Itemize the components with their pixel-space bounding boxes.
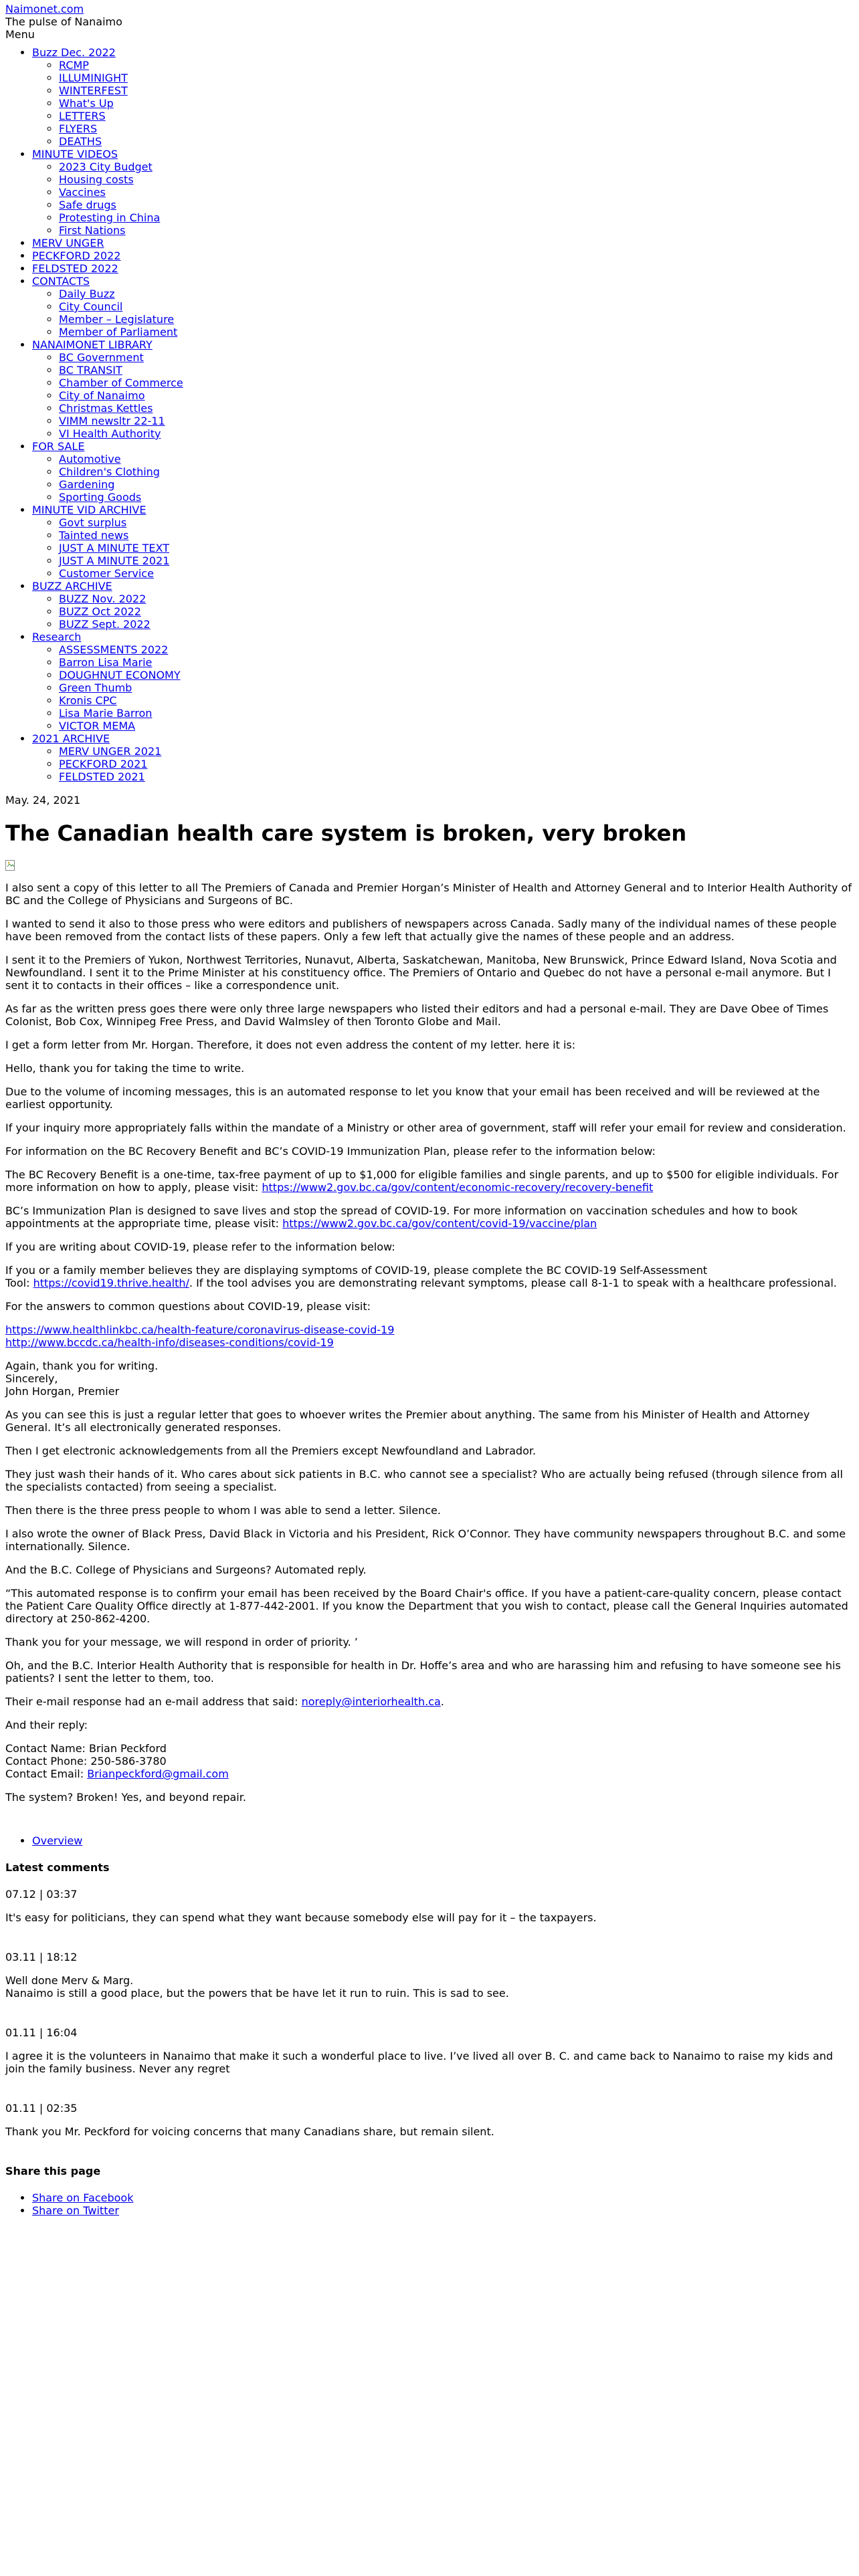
nav-submenu [32, 453, 854, 504]
paragraph: I also wrote the owner of Black Press, David Black in Victoria and his President, Rick O’Connor. They have community newspapers throughout B.C. and some internationally. Silence. [5, 1527, 846, 1553]
nav-subitem [59, 59, 854, 72]
nav-link-nanaimonet-library[interactable]: NANAIMONET LIBRARY [32, 338, 153, 351]
nav-subitem [59, 427, 854, 440]
paragraph: Oh, and the B.C. Interior Health Authority that is responsible for health in Dr. Hoffe’s area and who are harassing him and refusing to have someone see his patients? I sent the letter to them, too. [5, 1659, 841, 1685]
contact-block [5, 1742, 854, 1780]
nav-item-buzz-dec-2022 [32, 46, 854, 148]
nav-sublink-children-s-clothing[interactable]: Children's Clothing [59, 465, 160, 478]
nav-sublink-rcmp[interactable]: RCMP [59, 59, 89, 72]
nav-subitem [59, 554, 854, 567]
comment-line: I agree it is the volunteers in Nanaimo that make it such a wonderful place to live. I’ve lived all over B. C. and came back to Nanaimo to raise my kids and join the family business. Never any regret [5, 2050, 834, 2075]
noreply-email-link[interactable]: noreply@interiorhealth.ca [301, 1695, 441, 1708]
nav-submenu [32, 351, 854, 440]
article-body [5, 881, 854, 1804]
paragraph: They just wash their hands of it. Who cares about sick patients in B.C. who cannot see a specialist? Who are actually being refused (through silence from all the specialists contacted) from seeing a specialist. [5, 1468, 843, 1493]
nav-sublink-deaths[interactable]: DEATHS [59, 135, 102, 148]
nav-subitem [59, 84, 854, 97]
nav-link-contacts[interactable]: CONTACTS [32, 275, 90, 288]
bccdc-link[interactable]: http://www.bccdc.ca/health-info/diseases-conditions/covid-19 [5, 1336, 334, 1349]
nav-subitem [59, 745, 854, 758]
nav-sublink-protesting-in-china[interactable]: Protesting in China [59, 211, 161, 224]
nav-link-research[interactable]: Research [32, 631, 82, 643]
comment-body [5, 2125, 854, 2138]
nav-subitem [59, 491, 854, 504]
nav-sublink-christmas-kettles[interactable]: Christmas Kettles [59, 402, 153, 415]
nav-sublink-green-thumb[interactable]: Green Thumb [59, 681, 132, 694]
comments-section [5, 1861, 854, 2138]
nav-sublink-merv-unger-2021[interactable]: MERV UNGER 2021 [59, 745, 162, 758]
paragraph: And the B.C. College of Physicians and Surgeons? Automated reply. [5, 1564, 367, 1576]
nav-submenu [32, 59, 854, 148]
article-date: May. 24, 2021 [5, 794, 81, 807]
nav-sublink-vimm-newsltr-22-11[interactable]: VIMM newsltr 22-11 [59, 415, 165, 427]
nav-item-buzz-archive [32, 580, 854, 631]
paragraph: Due to the volume of incoming messages, this is an automated response to let you know that your email has been received and will be reviewed at the earliest opportunity. [5, 1085, 820, 1111]
paragraph-text: Tool: [5, 1277, 33, 1289]
comment-line: Nanaimo is still a good place, but the powers that be have let it run to ruin. This is sad to see. [5, 1987, 509, 2000]
nav-sublink-2023-city-budget[interactable]: 2023 City Budget [59, 160, 153, 173]
comment-line: Thank you Mr. Peckford for voicing concerns that many Canadians share, but remain silent. [5, 2125, 494, 2138]
nav-sublink-lisa-marie-barron[interactable]: Lisa Marie Barron [59, 707, 153, 720]
nav-link-buzz-archive[interactable]: BUZZ ARCHIVE [32, 580, 112, 593]
nav-subitem [59, 605, 854, 618]
contact-line: Contact Phone: 250-586-3780 [5, 1755, 167, 1767]
comment-time: 01.11 | 16:04 [5, 2026, 78, 2039]
paragraph: Then there is the three press people to whom I was able to send a letter. Silence. [5, 1504, 441, 1517]
nav-subitem [59, 211, 854, 224]
broken-image-icon [5, 860, 16, 871]
nav-subitem [59, 326, 854, 338]
list-item [32, 1834, 854, 1847]
comment [5, 2102, 854, 2138]
nav-link-merv-unger[interactable]: MERV UNGER [32, 237, 104, 249]
nav-sublink-chamber-of-commerce[interactable]: Chamber of Commerce [59, 377, 183, 389]
nav-link-peckford-2022[interactable]: PECKFORD 2022 [32, 249, 121, 262]
nav-subitem [59, 224, 854, 237]
paragraph: Thank you for your message, we will respond in order of priority. ’ [5, 1636, 358, 1648]
nav-subitem [59, 669, 854, 681]
nav-link-for-sale[interactable]: FOR SALE [32, 440, 85, 453]
nav-subitem [59, 542, 854, 554]
nav-subitem [59, 97, 854, 110]
nav-link-minute-videos[interactable]: MINUTE VIDEOS [32, 148, 118, 160]
nav-link-feldsted-2022[interactable]: FELDSTED 2022 [32, 262, 118, 275]
nav-subitem [59, 415, 854, 427]
nav-subitem [59, 707, 854, 720]
paragraph: I wanted to send it also to those press who were editors and publishers of newspapers across Canada. Sadly many of the individual names of these people have been removed from the contact lists of these papers. Only a few left that actually give the names of these people and an address. [5, 918, 837, 943]
self-assessment-link[interactable]: https://covid19.thrive.health/ [33, 1277, 189, 1289]
nav-sublink-member-legislature[interactable]: Member – Legislature [59, 313, 175, 326]
nav-subitem [59, 567, 854, 580]
nav-submenu [32, 160, 854, 237]
paragraph-text: . If the tool advises you are demonstrating relevant symptoms, please call 8-1-1 to speak with a healthcare professional. [189, 1277, 837, 1289]
nav-sublink-just-a-minute-2021[interactable]: JUST A MINUTE 2021 [59, 554, 170, 567]
nav-subitem [59, 770, 854, 783]
nav-sublink-city-council[interactable]: City Council [59, 300, 123, 313]
comments-list [5, 1888, 854, 2138]
nav-link-minute-vid-archive[interactable]: MINUTE VID ARCHIVE [32, 504, 147, 516]
signature-line: Again, thank you for writing. [5, 1360, 159, 1372]
nav-item-for-sale [32, 440, 854, 504]
contact-line: Contact Email: [5, 1767, 88, 1780]
comment [5, 2026, 854, 2075]
nav-subitem [59, 351, 854, 364]
paragraph: As you can see this is just a regular letter that goes to whoever writes the Premier about anything. The same from his Minister of Health and Attorney General. It’s all electronically generated responses. [5, 1408, 810, 1434]
nav-submenu [32, 643, 854, 732]
nav-subitem [59, 681, 854, 694]
article-title: The Canadian health care system is broken, very broken [5, 821, 687, 846]
nav-subitem [59, 389, 854, 402]
nav-subitem [59, 656, 854, 669]
list-item [32, 2191, 854, 2204]
nav-sublink-gardening[interactable]: Gardening [59, 478, 115, 491]
paragraph: I also sent a copy of this letter to all The Premiers of Canada and Premier Horgan’s Minister of Health and Attorney General and to Interior Health Authority of BC and the College of Physicians and Surgeons of BC. [5, 881, 852, 907]
paragraph: “This automated response is to confirm your email has been received by the Board Chair's office. If you have a patient-care-quality concern, please contact the Patient Care Quality Office directly at 1-877-442-2001. If you know the Department that you wish to contact, please call the General Inquiries automated directory at 250-862-4200. [5, 1587, 848, 1625]
nav-subitem [59, 593, 854, 605]
nav-subitem [59, 300, 854, 313]
nav-subitem [59, 186, 854, 199]
share-twitter-link[interactable]: Share on Twitter [32, 2204, 119, 2217]
nav-item-research [32, 631, 854, 732]
paragraph: For the answers to common questions about COVID-19, please visit: [5, 1300, 371, 1313]
paragraph: I sent it to the Premiers of Yukon, Northwest Territories, Nunavut, Alberta, Saskatchewan, Manitoba, New Brunswick, Prince Edward Island, Nova Scotia and Newfoundland. I sent it to the Prime Minister at his constituency office. The Premiers of Ontario and Quebec do not have a personal e-mail anymore. But I sent it to contacts in their offices – like a correspondence unit. [5, 954, 837, 992]
nav-subitem [59, 720, 854, 732]
nav-sublink-flyers[interactable]: FLYERS [59, 122, 98, 135]
nav-submenu [32, 288, 854, 338]
nav-subitem [59, 288, 854, 300]
paragraph [5, 1204, 854, 1230]
nav-subitem [59, 453, 854, 465]
paragraph: If you are writing about COVID-19, please refer to the information below: [5, 1241, 395, 1253]
nav-sublink-buzz-oct-2022[interactable]: BUZZ Oct 2022 [59, 605, 141, 618]
signature [5, 1360, 854, 1398]
nav-sublink-automotive[interactable]: Automotive [59, 453, 121, 465]
article-image [5, 860, 16, 871]
nav-sublink-govt-surplus[interactable]: Govt surplus [59, 516, 127, 529]
nav-subitem [59, 643, 854, 656]
nav-sublink-first-nations[interactable]: First Nations [59, 224, 126, 237]
main-navigation [5, 46, 854, 783]
nav-sublink-sporting-goods[interactable]: Sporting Goods [59, 491, 142, 504]
nav-sublink-winterfest[interactable]: WINTERFEST [59, 84, 128, 97]
nav-subitem [59, 402, 854, 415]
share-section [5, 2165, 854, 2217]
site-title-link[interactable]: Naimonet.com [5, 3, 84, 15]
paragraph-text: If you or a family member believes they are displaying symptoms of COVID-19, please complete the BC COVID-19 Self-Assessment [5, 1264, 708, 1277]
paragraph-text: Their e-mail response had an e-mail address that said: [5, 1695, 302, 1708]
paragraph [5, 1168, 854, 1194]
paragraph: The system? Broken! Yes, and beyond repair. [5, 1791, 246, 1804]
nav-sublink-buzz-sept-2022[interactable]: BUZZ Sept. 2022 [59, 618, 151, 631]
paragraph: For information on the BC Recovery Benefit and BC’s COVID-19 Immunization Plan, please refer to the information below: [5, 1145, 656, 1158]
paragraph [5, 1695, 854, 1708]
nav-item-nanaimonet-library [32, 338, 854, 440]
paragraph [5, 1264, 854, 1289]
paragraph-text: BC’s Immunization Plan is designed to save lives and stop the spread of COVID-19. For more information on vaccination schedules and how to book appointments at the appropriate time, please visit: [5, 1204, 798, 1230]
nav-item-contacts [32, 275, 854, 338]
comments-heading: Latest comments [5, 1861, 110, 1874]
paragraph-text: . [440, 1695, 444, 1708]
comment-body [5, 1911, 854, 1924]
paragraph: Hello, thank you for taking the time to write. [5, 1062, 245, 1075]
overview-link[interactable]: Overview [32, 1834, 83, 1847]
signature-line: Sincerely, [5, 1372, 58, 1385]
nav-sublink-what-s-up[interactable]: What's Up [59, 97, 114, 110]
nav-sublink-letters[interactable]: LETTERS [59, 110, 106, 122]
site-tagline: The pulse of Nanaimo [5, 15, 122, 28]
nav-subitem [59, 758, 854, 770]
nav-submenu [32, 593, 854, 631]
nav-item-minute-videos [32, 148, 854, 237]
healthlinkbc-link[interactable]: https://www.healthlinkbc.ca/health-feature/coronavirus-disease-covid-19 [5, 1323, 395, 1336]
paragraph: And their reply: [5, 1719, 88, 1731]
nav-sublink-feldsted-2021[interactable]: FELDSTED 2021 [59, 770, 145, 783]
nav-link-buzz-dec-2022[interactable]: Buzz Dec. 2022 [32, 46, 116, 59]
nav-sublink-illuminight[interactable]: ILLUMINIGHT [59, 72, 128, 84]
nav-subitem [59, 364, 854, 377]
nav-sublink-vaccines[interactable]: Vaccines [59, 186, 106, 199]
nav-sublink-bc-government[interactable]: BC Government [59, 351, 144, 364]
comment-time: 07.12 | 03:37 [5, 1888, 78, 1901]
nav-subitem [59, 529, 854, 542]
nav-subitem [59, 160, 854, 173]
nav-submenu [32, 745, 854, 783]
paragraph: I get a form letter from Mr. Horgan. Therefore, it does not even address the content of my letter. here it is: [5, 1039, 576, 1051]
nav-subitem [59, 313, 854, 326]
comment-body [5, 1974, 854, 2000]
nav-item-merv-unger [32, 237, 854, 249]
comment [5, 1951, 854, 2000]
share-heading: Share this page [5, 2165, 101, 2177]
nav-sublink-assessments-2022[interactable]: ASSESSMENTS 2022 [59, 643, 169, 656]
nav-sublink-buzz-nov-2022[interactable]: BUZZ Nov. 2022 [59, 593, 147, 605]
contact-line: Contact Name: Brian Peckford [5, 1742, 167, 1755]
nav-item-peckford-2022 [32, 249, 854, 262]
nav-sublink-victor-mema[interactable]: VICTOR MEMA [59, 720, 136, 732]
vaccine-plan-link[interactable]: https://www2.gov.bc.ca/gov/content/covid-19/vaccine/plan [282, 1217, 597, 1230]
nav-sublink-member-of-parliament[interactable]: Member of Parliament [59, 326, 178, 338]
nav-subitem [59, 199, 854, 211]
nav-subitem [59, 478, 854, 491]
comment-line: It's easy for politicians, they can spend what they want because somebody else will pay for it – the taxpayers. [5, 1911, 597, 1924]
nav-subitem [59, 110, 854, 122]
contact-email-link[interactable]: Brianpeckford@gmail.com [87, 1767, 229, 1780]
comment-time: 01.11 | 02:35 [5, 2102, 78, 2115]
paragraph: Then I get electronic acknowledgements from all the Premiers except Newfoundland and Labrador. [5, 1444, 537, 1457]
nav-sublink-barron-lisa-marie[interactable]: Barron Lisa Marie [59, 656, 153, 669]
nav-subitem [59, 135, 854, 148]
nav-item-feldsted-2022 [32, 262, 854, 275]
menu-label[interactable]: Menu [5, 28, 35, 41]
link-list [5, 1323, 854, 1349]
comment [5, 1888, 854, 1924]
paragraph: As far as the written press goes there were only three large newspapers who listed their editors and had a personal e-mail. They are Dave Obee of Times Colonist, Bob Cox, Winnipeg Free Press, and David Walmsley of then Toronto Globe and Mail. [5, 1002, 829, 1028]
nav-subitem [59, 694, 854, 707]
nav-sublink-just-a-minute-text[interactable]: JUST A MINUTE TEXT [59, 542, 169, 554]
share-list [5, 2191, 854, 2217]
nav-subitem [59, 377, 854, 389]
signature-line: John Horgan, Premier [5, 1385, 120, 1398]
nav-sublink-peckford-2021[interactable]: PECKFORD 2021 [59, 758, 148, 770]
nav-link-2021-archive[interactable]: 2021 ARCHIVE [32, 732, 110, 745]
nav-subitem [59, 618, 854, 631]
nav-sublink-kronis-cpc[interactable]: Kronis CPC [59, 694, 117, 707]
nav-item-2021-archive [32, 732, 854, 783]
nav-sublink-customer-service[interactable]: Customer Service [59, 567, 154, 580]
nav-sublink-daily-buzz[interactable]: Daily Buzz [59, 288, 115, 300]
overview-list [5, 1834, 854, 1847]
nav-sublink-vi-health-authority[interactable]: VI Health Authority [59, 427, 161, 440]
nav-sublink-housing-costs[interactable]: Housing costs [59, 173, 134, 186]
nav-item-minute-vid-archive [32, 504, 854, 580]
nav-subitem [59, 72, 854, 84]
paragraph: If your inquiry more appropriately falls within the mandate of a Ministry or other area of government, staff will refer your email for review and consideration. [5, 1121, 846, 1134]
comment-line: Well done Merv & Marg. [5, 1974, 134, 1987]
recovery-benefit-link[interactable]: https://www2.gov.bc.ca/gov/content/economic-recovery/recovery-benefit [262, 1181, 654, 1194]
list-item [32, 2204, 854, 2217]
share-facebook-link[interactable]: Share on Facebook [32, 2191, 134, 2204]
nav-sublink-bc-transit[interactable]: BC TRANSIT [59, 364, 122, 377]
nav-sublink-doughnut-economy[interactable]: DOUGHNUT ECONOMY [59, 669, 181, 681]
nav-sublink-city-of-nanaimo[interactable]: City of Nanaimo [59, 389, 145, 402]
comment-body [5, 2050, 854, 2075]
paragraph-text: The BC Recovery Benefit is a one-time, tax-free payment of up to $1,000 for eligible families and single parents, and up to $500 for eligible individuals. For more information on how to apply, please visit: [5, 1168, 839, 1194]
nav-subitem [59, 516, 854, 529]
nav-sublink-tainted-news[interactable]: Tainted news [59, 529, 129, 542]
nav-submenu [32, 516, 854, 580]
nav-subitem [59, 465, 854, 478]
comment-time: 03.11 | 18:12 [5, 1951, 78, 1963]
nav-sublink-safe-drugs[interactable]: Safe drugs [59, 199, 116, 211]
nav-subitem [59, 122, 854, 135]
nav-subitem [59, 173, 854, 186]
